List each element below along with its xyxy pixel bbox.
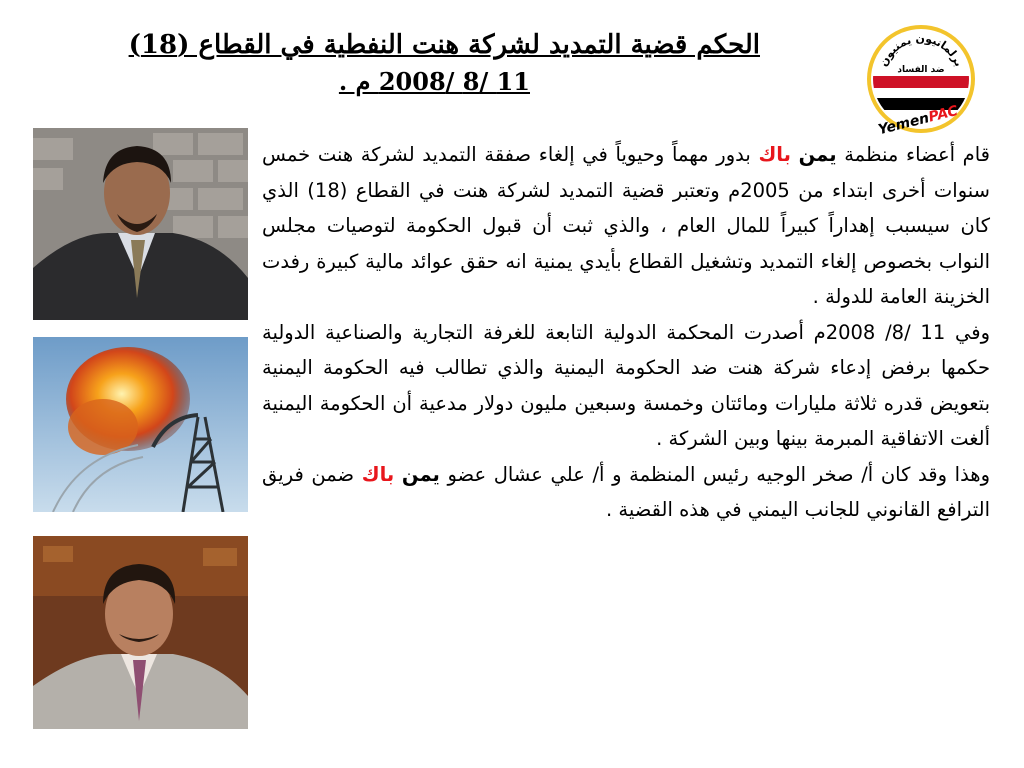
article-paragraph-3 — [262, 457, 990, 528]
yemenpac-logo — [866, 24, 976, 134]
article-body — [262, 137, 990, 528]
page-title: الحكم قضية التمديد لشركة هنت النفطية في القطاع (18) — [128, 30, 760, 60]
p1-suffix: بدور مهماً وحيوياً في إلغاء صفقة التمديد لشركة هنت خمس سنوات أخرى ابتداء من 2005م وتعتبر قضية التمديد لشركة هنت في القطاع (18) الذي كان سيسبب إهداراً كبيراً للمال العام ، والذي ثبت أن قبول الحكومة لتوصيات مجلس النواب بخصوص إلغاء التمديد وتشغيل القطاع بأيدي يمنية انه حقق عوائد مالية كبيرة رفدت الخزينة العامة للدولة . — [262, 143, 990, 308]
gas-flare-photo — [33, 337, 248, 512]
brand-pac-text-2: باك — [361, 462, 395, 486]
logo-brand-yemen: Yemen — [876, 110, 931, 134]
brand-pac-text: باك — [758, 143, 791, 166]
logo-brand-pac: PAC — [926, 102, 960, 126]
title-block — [128, 28, 760, 98]
portrait-photo-2 — [33, 536, 248, 729]
article-paragraph-2: وفي 11 /8/ 2008م أصدرت المحكمة الدولية التابعة للغرفة التجارية والصناعية الدولية حكمها برفض إدعاء شركة هنت ضد الحكومة اليمنية والذي تطالب فيه الحكومة اليمنية بتعويض قدره ثلاثة مليارات ومائتان وخمسة وسبعين مليون دولار مدعية أن الحكومة اليمنية ألغت الاتفاقية المبرمة بينها وبين الشركة . — [262, 320, 990, 450]
portrait-photo-1 — [33, 128, 248, 320]
p1-prefix: قام أعضاء منظمة — [836, 143, 991, 166]
p3-prefix: وهذا وقد كان أ/ صخر الوجيه رئيس المنظمة و أ/ علي عشال عضو — [439, 462, 991, 486]
page-date: 11 /8 /2008 م . — [338, 67, 530, 96]
brand-yemen-text: يمن — [798, 143, 837, 166]
article-paragraph-1 — [262, 137, 990, 315]
logo-top-text: برلمانيون يمنيون — [876, 31, 966, 69]
brand-yemen-text-2: يمن — [401, 462, 440, 486]
p3-suffix: ضمن فريق الترافع القانوني للجانب اليمني في هذه القضية . — [262, 462, 990, 521]
logo-middle-text: ضد الفساد — [897, 65, 945, 75]
